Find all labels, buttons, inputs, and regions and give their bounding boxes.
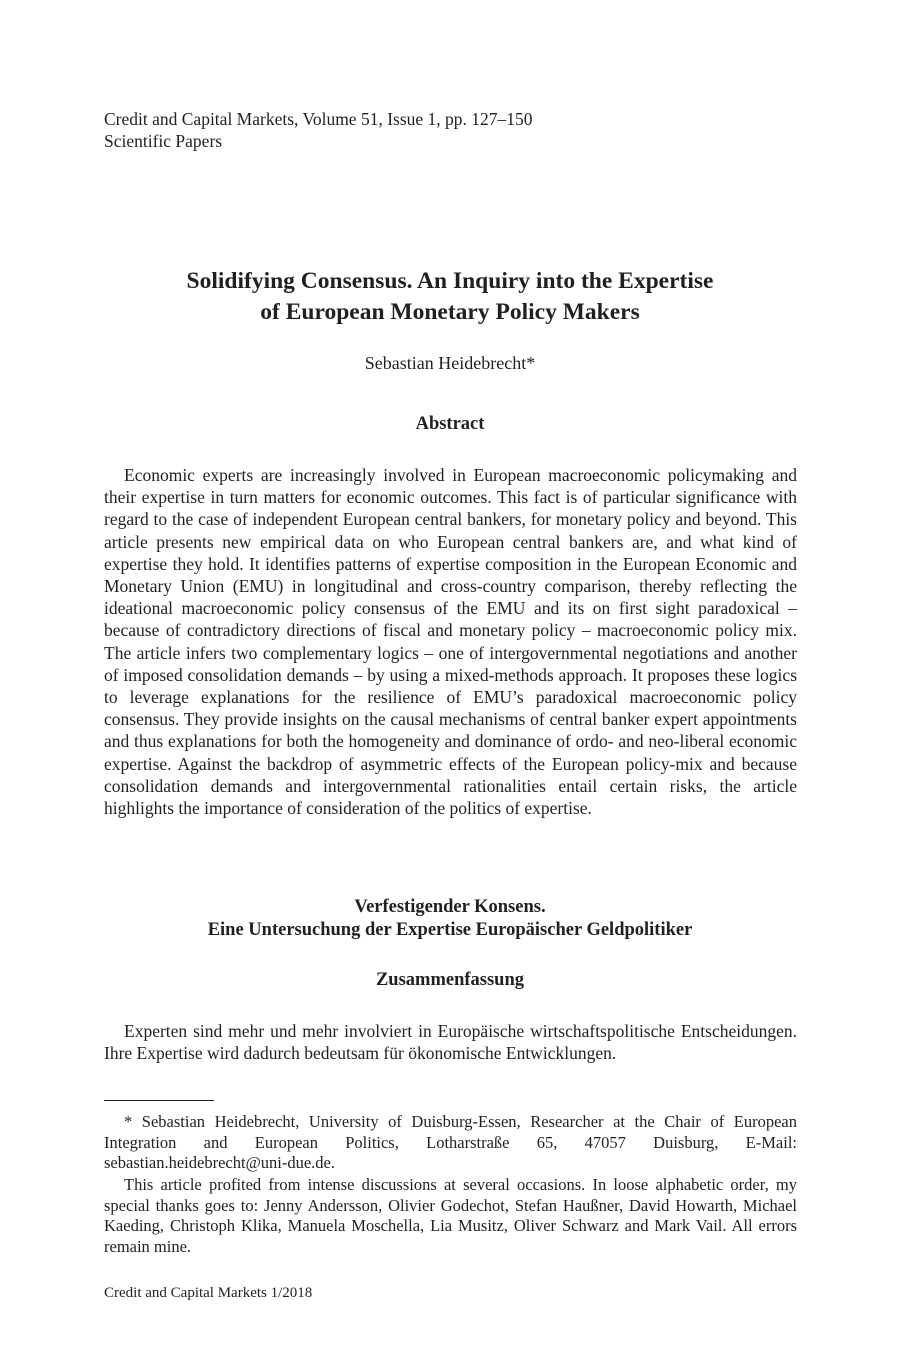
zusammenfassung-heading: Zusammenfassung <box>375 970 525 990</box>
abstract-text: Economic experts are increasingly involved in European macroeconomic policymaking and their expertise in turn matters for economic outcomes. This fact is of particular significance with regard to the case of independent European central bankers, for monetary policy and beyond. This article presents new empirical data on who European central bankers are, and what kind of expertise they hold. It identifies patterns of expertise composition in the European Economic and Monetary Union (EMU) in longitudinal and cross-country comparison, thereby reflecting the ideational macroeconomic policy consensus of the EMU and its on first sight paradoxical – because of contradictory directions of fiscal and monetary policy – macroeconomic policy mix. The article infers two complementary logics – one of intergovernmental negotiations and another of imposed consolidation demands – by using a mixed-methods approach. It proposes these logics to leverage explanations for the resilience of EMU’s paradoxical macroeconomic policy consensus. They provide insights on the causal mechanisms of central banker expert appointments and thus explanations for both the homogeneity and dominance of ordo- and neo-liberal economic expertise. Against the backdrop of asymmetric effects of the European policy-mix and because consolidation demands and intergovernmental rationalities entail certain risks, the article highlights the importance of consideration of the politics of expertise. <box>104 465 797 819</box>
article-title <box>0 266 900 328</box>
author-footnote: * Sebastian Heidebrecht, University of Duisburg-Essen, Researcher at the Chair of European Integration and European Politics, Lotharstraße 65, 47057 Duisburg, E-Mail: sebastian.heidebrecht@uni-due.de. <box>104 1112 797 1172</box>
article-section: Scientific Papers <box>104 131 223 151</box>
journal-header <box>104 108 533 152</box>
page-footer: Credit and Capital Markets 1/2018 <box>104 1285 313 1301</box>
german-title-line-1: Verfestigender Konsens. <box>354 897 546 917</box>
footnote-divider <box>104 1100 214 1101</box>
author-name: Sebastian Heidebrecht* <box>364 353 536 373</box>
abstract-heading: Abstract <box>415 414 485 434</box>
journal-citation: Credit and Capital Markets, Volume 51, Issue 1, pp. 127–150 <box>104 109 533 129</box>
article-title-line-1: Solidifying Consensus. An Inquiry into the Expertise <box>186 268 714 294</box>
german-title <box>0 896 900 942</box>
acknowledgements-footnote: This article profited from intense discussions at several occasions. In loose alphabetic order, my special thanks goes to: Jenny Andersson, Olivier Godechot, Stefan Haußner, David Howarth, Michael Kaeding, Christoph Klika, Manuela Moschella, Lia Musitz, Oliver Schwarz and Mark Vail. All errors remain mine. <box>104 1175 797 1256</box>
article-title-line-2: of European Monetary Policy Makers <box>260 299 640 325</box>
german-title-line-2: Eine Untersuchung der Expertise Europäischer Geldpolitiker <box>207 920 693 940</box>
zusammenfassung-text: Experten sind mehr und mehr involviert in Europäische wirtschaftspolitische Entscheidungen. Ihre Expertise wird dadurch bedeutsam für ökonomische Entwicklungen. <box>104 1021 797 1064</box>
